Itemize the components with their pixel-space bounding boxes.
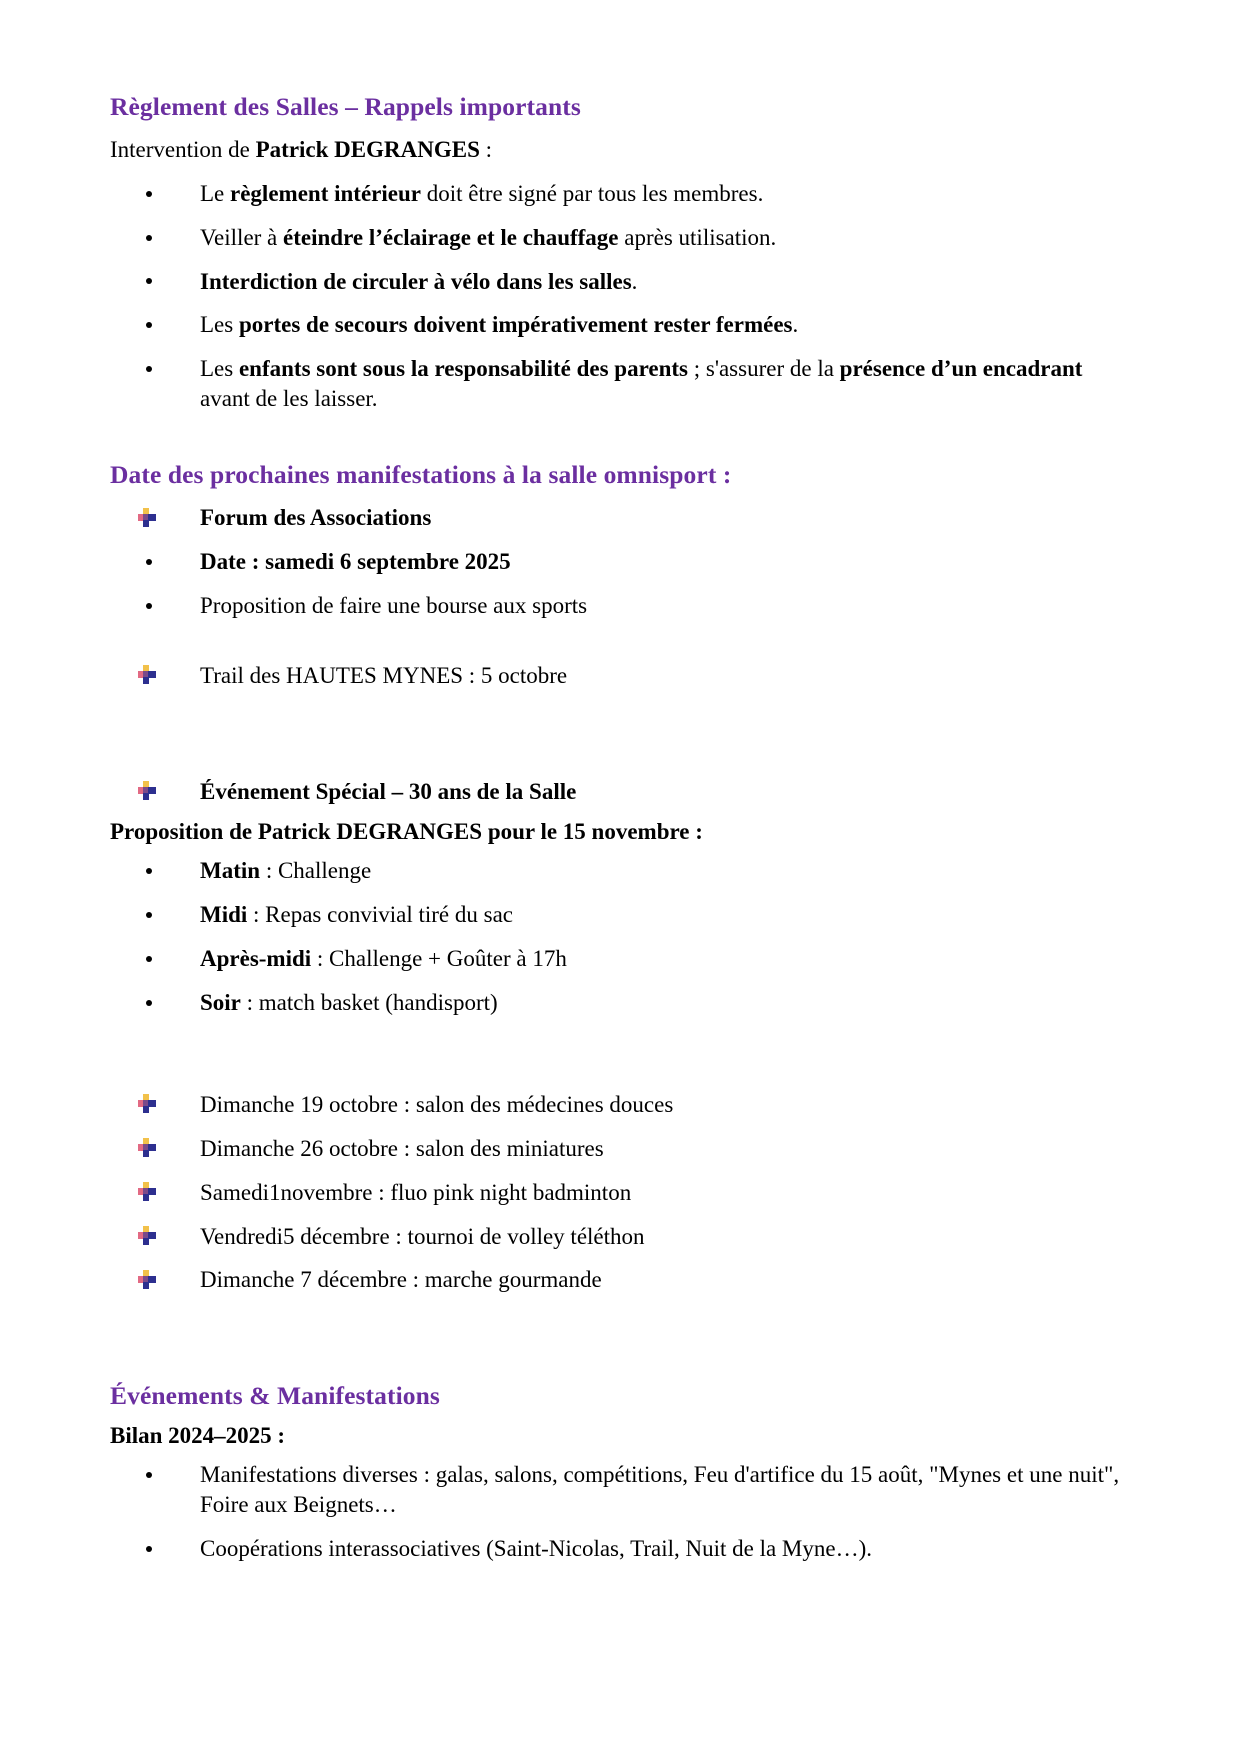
heading-evenements-manifestations: Événements & Manifestations (110, 1381, 440, 1411)
calendar-text: Dimanche 26 octobre : salon des miniatures (200, 1135, 604, 1161)
trail-list (110, 661, 1130, 691)
spacer (110, 691, 1130, 777)
rule-text-bold: portes de secours doivent impérativement rester fermées (238, 312, 793, 338)
program-text: : Challenge (260, 858, 372, 884)
rule-text-tail: . (631, 268, 638, 294)
forum-title: Forum des Associations (200, 505, 432, 531)
heading-dates-prochaines-manifestations: Date des prochaines manifestations à la salle omnisport : (110, 460, 732, 490)
list-item (110, 988, 1130, 1018)
rule-text-bold: éteindre l’éclairage et le chauffage (283, 224, 619, 250)
disc-bullet-icon (146, 322, 152, 328)
forum-date: Date : samedi 6 septembre 2025 (200, 549, 511, 575)
program-text: : Challenge + Goûter à 17h (311, 946, 567, 972)
spacer (110, 121, 1130, 135)
list-item (110, 1090, 1130, 1120)
disc-bullet-icon (146, 235, 152, 241)
list-item (110, 1460, 1130, 1520)
forum-proposal: Proposition de faire une bourse aux sports (200, 593, 588, 619)
cross-bullet-icon (138, 665, 157, 684)
cross-bullet-icon (138, 1138, 157, 1157)
cross-bullet-icon (138, 781, 157, 800)
list-item (110, 310, 1130, 340)
spacer (110, 621, 1130, 661)
list-item (110, 223, 1130, 253)
list-item (110, 900, 1130, 930)
disc-bullet-icon (146, 559, 152, 565)
intervention-line (110, 135, 1130, 164)
spacer (110, 1411, 1130, 1421)
disc-bullet-icon (146, 1000, 152, 1006)
list-item (110, 1265, 1130, 1295)
disc-bullet-icon (146, 1472, 152, 1478)
special-event-proposal: Proposition de Patrick DEGRANGES pour le 15 novembre : (110, 818, 703, 844)
rule-text-bold: règlement intérieur (230, 180, 421, 206)
spacer (110, 1295, 1130, 1381)
rules-bullet-list (110, 179, 1130, 414)
list-item (110, 354, 1130, 414)
calendar-text: Vendredi5 décembre : tournoi de volley téléthon (200, 1223, 645, 1249)
cross-bullet-icon (138, 1270, 157, 1289)
rule-text-plain: Les (200, 312, 239, 338)
calendar-text: Dimanche 7 décembre : marche gourmande (200, 1267, 602, 1293)
disc-bullet-icon (146, 956, 152, 962)
special-event-list (110, 777, 1130, 807)
event-text: Manifestations diverses : galas, salons, compétitions, Feu d'artifice du 15 août, "Mynes et une nuit", Foire aux Beignets… (200, 1462, 1120, 1517)
list-item (110, 1222, 1130, 1252)
spacer (110, 807, 1130, 817)
program-label: Midi (200, 902, 248, 928)
bilan-subtitle: Bilan 2024–2025 : (110, 1422, 286, 1448)
program-label: Matin (200, 858, 261, 884)
calendar-list (110, 1090, 1130, 1295)
disc-bullet-icon (146, 868, 152, 874)
program-label: Soir (200, 989, 241, 1015)
list-item (110, 856, 1130, 886)
disc-bullet-icon (146, 191, 152, 197)
rule-text-mid: ; s'assurer de la (687, 356, 840, 382)
list-item (110, 267, 1130, 297)
list-item-trail (110, 661, 1130, 691)
spacer (110, 846, 1130, 856)
disc-bullet-icon (146, 912, 152, 918)
calendar-text: Samedi1novembre : fluo pink night badminton (200, 1179, 632, 1205)
disc-bullet-icon (146, 1546, 152, 1552)
rule-text-plain: Les (200, 356, 239, 382)
disc-bullet-icon (146, 366, 152, 372)
heading-reglement-des-salles: Règlement des Salles – Rappels importants (110, 92, 581, 121)
events-bullet-list (110, 1460, 1130, 1564)
rule-text-tail: . (792, 312, 799, 338)
list-item (110, 1178, 1130, 1208)
spacer (110, 1450, 1130, 1460)
program-label: Après-midi (200, 946, 312, 972)
list-item-forum (110, 503, 1130, 533)
list-item-forum-date (110, 547, 1130, 577)
cross-bullet-icon (138, 1094, 157, 1113)
list-item (110, 1534, 1130, 1564)
rule-text-bold: enfants sont sous la responsabilité des parents (238, 356, 688, 382)
list-item (110, 1134, 1130, 1164)
spacer (110, 489, 1130, 503)
disc-bullet-icon (146, 278, 152, 284)
list-item-special-title (110, 777, 1130, 807)
rule-text-bold-2: présence d’un encadrant (839, 356, 1083, 382)
spacer (110, 1018, 1130, 1090)
list-item (110, 944, 1130, 974)
spacer (110, 414, 1130, 460)
calendar-text: Dimanche 19 octobre : salon des médecines douces (200, 1091, 674, 1117)
intervention-prefix: Intervention de (110, 137, 256, 163)
special-event-title: Événement Spécial – 30 ans de la Salle (200, 778, 577, 804)
forum-list (110, 503, 1130, 621)
list-item-forum-proposal (110, 591, 1130, 621)
rule-text-tail: avant de les laisser. (200, 386, 378, 412)
rule-text-tail: après utilisation. (618, 224, 777, 250)
cross-bullet-icon (138, 508, 157, 527)
disc-bullet-icon (146, 603, 152, 609)
spacer (110, 165, 1130, 179)
intervention-name: Patrick DEGRANGES (255, 137, 480, 163)
event-text: Coopérations interassociatives (Saint-Nicolas, Trail, Nuit de la Myne…). (200, 1535, 872, 1561)
rule-text-bold: Interdiction de circuler à vélo dans les salles (200, 268, 632, 294)
trail-text: Trail des HAUTES MYNES : 5 octobre (200, 663, 568, 689)
program-text: : Repas convivial tiré du sac (247, 902, 513, 928)
rule-text-plain: Veiller à (200, 224, 284, 250)
special-event-program-list (110, 856, 1130, 1018)
intervention-suffix: : (479, 137, 493, 163)
cross-bullet-icon (138, 1182, 157, 1201)
cross-bullet-icon (138, 1226, 157, 1245)
program-text: : match basket (handisport) (240, 989, 498, 1015)
rule-text-plain: Le (200, 180, 231, 206)
rule-text-tail: doit être signé par tous les membres. (420, 180, 764, 206)
list-item (110, 179, 1130, 209)
